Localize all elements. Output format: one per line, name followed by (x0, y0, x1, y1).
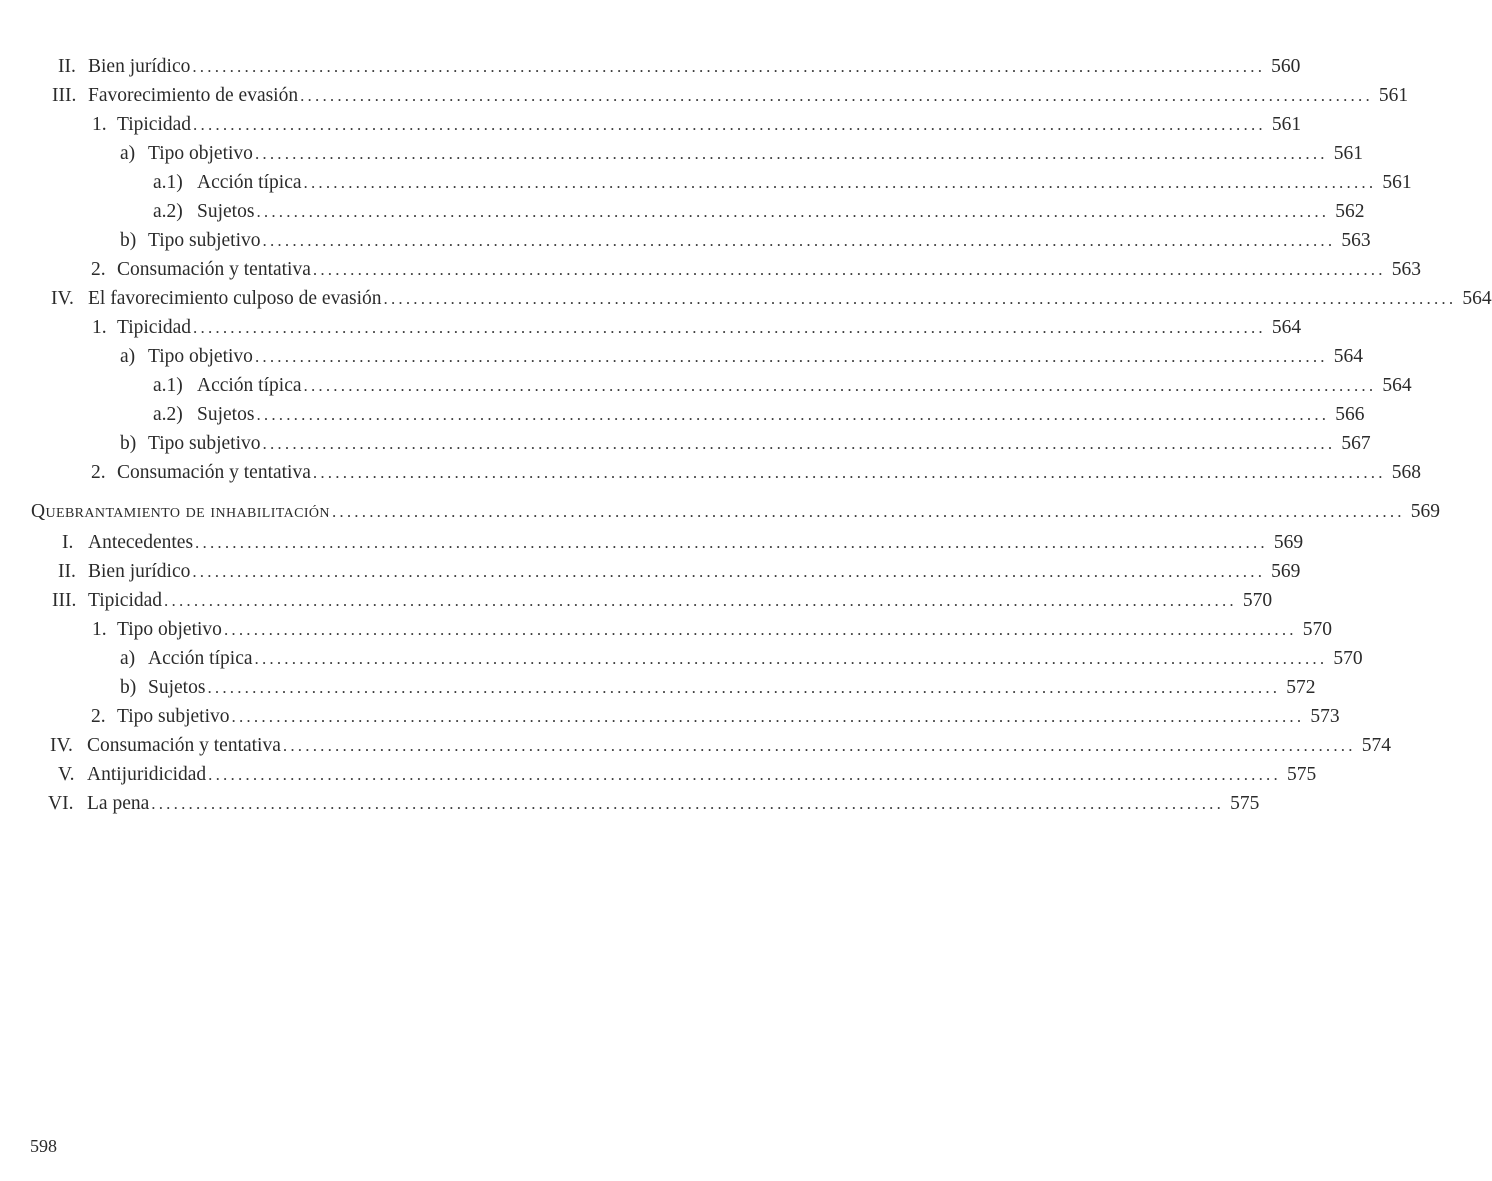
toc-entry-number: a.1) (153, 375, 183, 396)
dot-leader: ................................................................................................................................................ (193, 115, 1266, 134)
toc-entry-title: Antijuridicidad (87, 764, 207, 785)
dot-leader: ................................................................................................................................................ (254, 649, 1328, 668)
dot-leader: ................................................................................................................................................ (164, 591, 1237, 610)
toc-entry-title: Bien jurídico (88, 56, 191, 77)
toc-entry-page: 574 (1361, 735, 1391, 756)
toc-entry-page: 564 (1382, 375, 1412, 396)
toc-entry (92, 110, 1302, 139)
toc-entry (50, 731, 1391, 760)
dot-leader: ................................................................................................................................................ (300, 86, 1373, 105)
toc-entry-title: Favorecimiento de evasión (88, 85, 299, 106)
toc-entry-title: Sujetos (197, 201, 255, 222)
toc-entry-number: a.2) (153, 404, 183, 425)
toc-entry (120, 342, 1363, 371)
toc-entry (153, 400, 1365, 429)
toc-entry (58, 760, 1317, 789)
toc-entry-page: 560 (1271, 56, 1301, 77)
toc-entry-number: b) (120, 433, 137, 454)
toc-entry-title: El favorecimiento culposo de evasión (88, 288, 382, 309)
toc-entry-number: V. (58, 764, 75, 785)
toc-entry (120, 644, 1363, 673)
toc-entry-number: a) (120, 648, 136, 669)
toc-entry-page: 566 (1335, 404, 1365, 425)
toc-entry-page: 575 (1230, 793, 1260, 814)
toc-entry (153, 371, 1412, 400)
toc-entry (92, 313, 1302, 342)
toc-entry-page: 562 (1335, 201, 1365, 222)
page-number: 598 (30, 1136, 57, 1156)
toc-entry-number: III. (52, 590, 77, 611)
toc-entry-title: Acción típica (148, 648, 253, 669)
dot-leader: ................................................................................................................................................ (193, 318, 1266, 337)
toc-entry-page: 567 (1341, 433, 1371, 454)
toc-entry-number: VI. (48, 793, 74, 814)
dot-leader: ................................................................................................................................................ (192, 57, 1266, 76)
toc-entry-title: Tipicidad (117, 317, 192, 338)
toc-entry-title: Consumación y tentativa (117, 259, 311, 280)
toc-entry-number: II. (58, 561, 76, 582)
toc-entry (153, 197, 1365, 226)
toc-entry-page: 561 (1271, 114, 1302, 135)
toc-entry-number: 1. (92, 317, 107, 338)
toc-entry-title: La pena (87, 793, 150, 814)
toc-entry-page: 570 (1333, 648, 1363, 669)
toc-entry-page: 563 (1341, 230, 1371, 251)
toc-entry-number: 2. (91, 706, 106, 727)
toc-entry-page: 564 (1333, 346, 1363, 367)
toc-entry-title: Bien jurídico (88, 561, 191, 582)
toc-entry-number: III. (52, 85, 77, 106)
toc-entry-page: 570 (1302, 619, 1332, 640)
toc-entry (52, 81, 1409, 110)
toc-entry-page: 561 (1378, 85, 1409, 106)
toc-entry-number: IV. (50, 735, 73, 756)
toc-entry-page: 572 (1286, 677, 1316, 698)
toc-entry (120, 226, 1371, 255)
toc-entry (52, 586, 1273, 615)
toc-entry-title: Consumación y tentativa (117, 462, 311, 483)
toc-entry-title: Tipicidad (117, 114, 192, 135)
dot-leader: ................................................................................................................................................ (195, 533, 1268, 552)
toc-entry-page: 561 (1333, 143, 1363, 164)
toc-entry-page: 563 (1391, 259, 1421, 280)
toc-entry-title: Acción típica (197, 375, 302, 396)
dot-leader: ................................................................................................................................................ (262, 434, 1336, 453)
toc-entry-title: Acción típica (197, 172, 302, 193)
toc-entry-title: Tipo subjetivo (117, 706, 230, 727)
toc-entry (120, 673, 1316, 702)
toc-entry-page: 575 (1286, 764, 1317, 785)
toc-entry-number: 1. (92, 619, 107, 640)
toc-entry (120, 139, 1363, 168)
toc-entry-page: 564 (1462, 288, 1492, 309)
dot-leader: ................................................................................................................................................ (383, 289, 1457, 308)
toc-entry-number: a) (120, 143, 136, 164)
toc-entry-page: 561 (1382, 172, 1412, 193)
dot-leader: ................................................................................................................................................ (312, 260, 1386, 279)
toc-entry (153, 168, 1412, 197)
toc-entry-title: Consumación y tentativa (87, 735, 281, 756)
dot-leader: ................................................................................................................................................ (254, 144, 1328, 163)
dot-leader: ................................................................................................................................................ (208, 765, 1281, 784)
dot-leader: ................................................................................................................................................ (282, 736, 1356, 755)
toc-entry-page: 570 (1242, 590, 1273, 611)
dot-leader: ................................................................................................................................................ (151, 794, 1225, 813)
toc-entry-title: Tipo subjetivo (148, 230, 261, 251)
toc-entry (62, 528, 1304, 557)
toc-entry-number: a) (120, 346, 136, 367)
toc-entry-page: 569 (1271, 561, 1301, 582)
toc-entry-title: Sujetos (148, 677, 206, 698)
dot-leader: ................................................................................................................................................ (223, 620, 1297, 639)
toc-section-title: Quebrantamiento de inhabilitación (31, 501, 330, 522)
toc-entry-title: Tipo objetivo (117, 619, 222, 640)
toc-entry (91, 458, 1421, 487)
dot-leader: ................................................................................................................................................ (254, 347, 1328, 366)
dot-leader: ................................................................................................................................................ (256, 202, 1330, 221)
dot-leader: ................................................................................................................................................ (312, 463, 1386, 482)
toc-entry-page: 564 (1271, 317, 1302, 338)
toc-entry-number: 2. (91, 259, 106, 280)
dot-leader: ................................................................................................................................................ (331, 502, 1405, 521)
dot-leader: ................................................................................................................................................ (303, 173, 1377, 192)
toc-entry-number: II. (58, 56, 76, 77)
toc-entry (120, 429, 1371, 458)
toc-entry-number: b) (120, 677, 137, 698)
toc-entry (51, 284, 1492, 313)
toc-entry-number: a.1) (153, 172, 183, 193)
toc-entry-number: a.2) (153, 201, 183, 222)
toc-entry-title: Antecedentes (88, 532, 194, 553)
toc-entry-page: 569 (1273, 532, 1304, 553)
toc-entry-title: Tipo subjetivo (148, 433, 261, 454)
toc-entry-number: 1. (92, 114, 107, 135)
toc-entry (58, 52, 1301, 81)
toc-entry-number: b) (120, 230, 137, 251)
dot-leader: ................................................................................................................................................ (207, 678, 1281, 697)
toc-entry (48, 789, 1260, 818)
dot-leader: ................................................................................................................................................ (231, 707, 1305, 726)
toc-entry-page: 569 (1410, 501, 1441, 522)
toc-entry-page: 573 (1310, 706, 1340, 727)
toc-entry-page: 568 (1391, 462, 1421, 483)
toc-entry-title: Tipo objetivo (148, 143, 253, 164)
toc-entry-number: 2. (91, 462, 106, 483)
toc-entry (58, 557, 1301, 586)
dot-leader: ................................................................................................................................................ (256, 405, 1330, 424)
toc-entry (91, 255, 1421, 284)
toc-entry-title: Tipicidad (88, 590, 163, 611)
toc-entry (91, 702, 1340, 731)
toc-entry-title: Sujetos (197, 404, 255, 425)
toc-section-heading (31, 497, 1441, 526)
dot-leader: ................................................................................................................................................ (303, 376, 1377, 395)
dot-leader: ................................................................................................................................................ (262, 231, 1336, 250)
toc-entry-number: IV. (51, 288, 74, 309)
toc-entry-number: I. (62, 532, 74, 553)
dot-leader: ................................................................................................................................................ (192, 562, 1266, 581)
toc-entry-title: Tipo objetivo (148, 346, 253, 367)
toc-entry (92, 615, 1332, 644)
